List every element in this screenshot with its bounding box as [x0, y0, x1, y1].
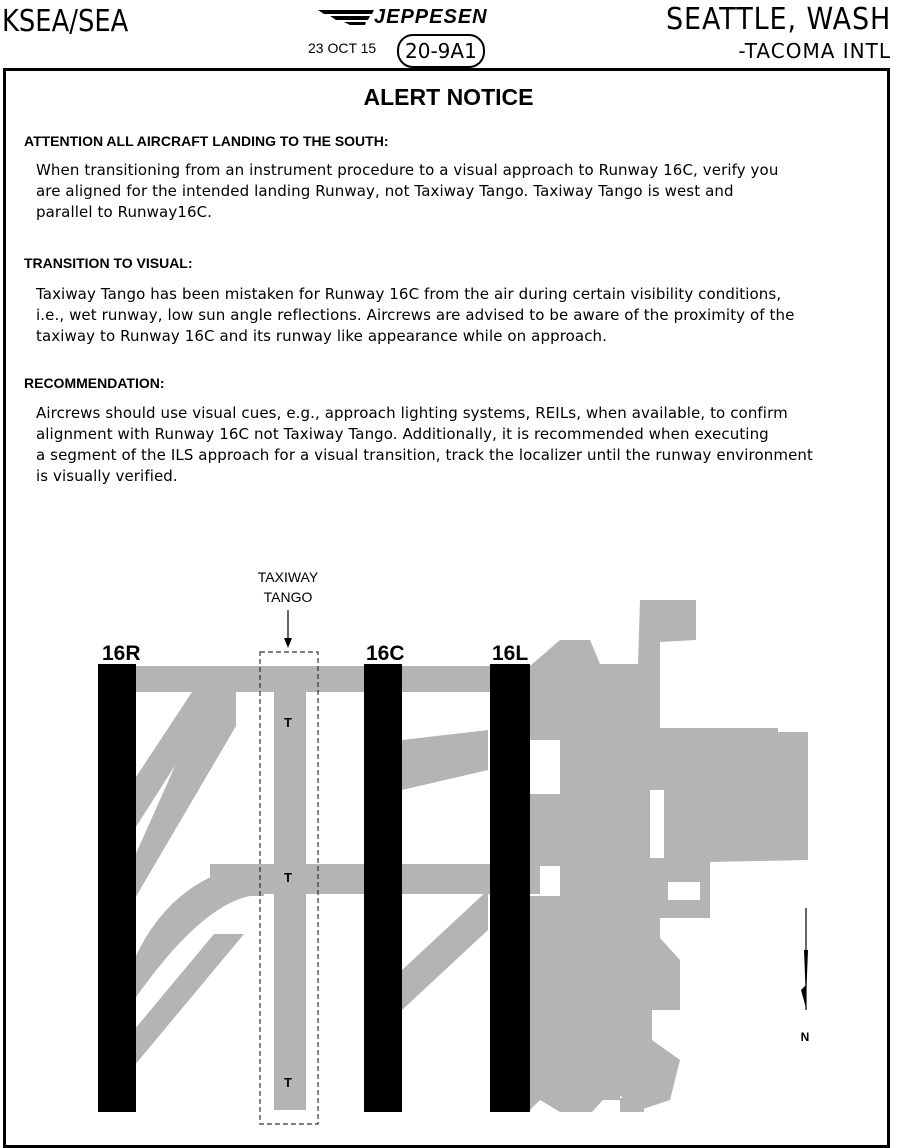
taxiway-callout-label: TANGO	[263, 589, 313, 605]
chart-index: 20-9A1	[397, 34, 485, 68]
runway-label: 16L	[492, 642, 529, 665]
diagonal-taxiway	[402, 730, 488, 790]
apron-gap	[650, 790, 664, 858]
runway-16l	[490, 664, 530, 1112]
north-connector-taxiway	[120, 666, 540, 692]
apron-pad	[620, 1098, 644, 1112]
runway-16c	[364, 664, 402, 1112]
section-line: Aircrews should use visual cues, e.g., approach lighting systems, REILs, when available, to confirm	[36, 404, 788, 422]
runway-label: 16R	[102, 642, 141, 665]
section-line: taxiway to Runway 16C and its runway like appearance while on approach.	[36, 327, 608, 345]
section-line: a segment of the ILS approach for a visual transition, track the localizer until the runway environment	[36, 446, 813, 464]
taxiway-callout-label: TAXIWAY	[257, 569, 319, 585]
apron-pad	[590, 1060, 620, 1100]
notice-title: ALERT NOTICE	[363, 84, 534, 110]
section-line: alignment with Runway 16C not Taxiway Tango. Additionally, it is recommended when executing	[36, 425, 769, 443]
section-line: Taxiway Tango has been mistaken for Runway 16C from the air during certain visibility conditions,	[36, 285, 782, 303]
section-line: are aligned for the intended landing Runway, not Taxiway Tango. Taxiway Tango is west and	[36, 182, 734, 200]
terminal-apron	[530, 600, 808, 1112]
section-line: i.e., wet runway, low sun angle reflections. Aircrews are advised to be aware of the proximity of the	[36, 306, 795, 324]
runway-16r	[98, 664, 136, 1112]
publisher-name: JEPPESEN	[374, 6, 488, 28]
airport-name: -TACOMA INTL	[738, 39, 891, 63]
section-line: When transitioning from an instrument procedure to a visual approach to Runway 16C, verify you	[36, 161, 779, 179]
taxiway-mark: T	[284, 715, 292, 730]
apron-gap	[668, 882, 700, 900]
section-heading: TRANSITION TO VISUAL:	[24, 255, 193, 271]
section-line: parallel to Runway16C.	[36, 203, 213, 221]
city-name: SEATTLE, WASH	[665, 2, 891, 37]
north-label: N	[800, 1030, 810, 1044]
callout-arrow-icon	[284, 610, 292, 648]
pavement	[120, 600, 808, 1112]
section-heading: RECOMMENDATION:	[24, 375, 165, 391]
north-arrow-icon	[801, 908, 808, 1010]
chart-date: 23 OCT 15	[308, 40, 377, 56]
taxiway-mark: T	[284, 870, 292, 885]
runway-label: 16C	[366, 642, 405, 665]
airport-ident: KSEA/SEA	[2, 4, 129, 39]
section-heading: ATTENTION ALL AIRCRAFT LANDING TO THE SOUTH:	[24, 133, 389, 149]
section-line: is visually verified.	[36, 467, 178, 485]
taxiway-mark: T	[284, 1075, 292, 1090]
diagonal-taxiway	[402, 890, 488, 1010]
taxiway-tango	[274, 692, 306, 1110]
